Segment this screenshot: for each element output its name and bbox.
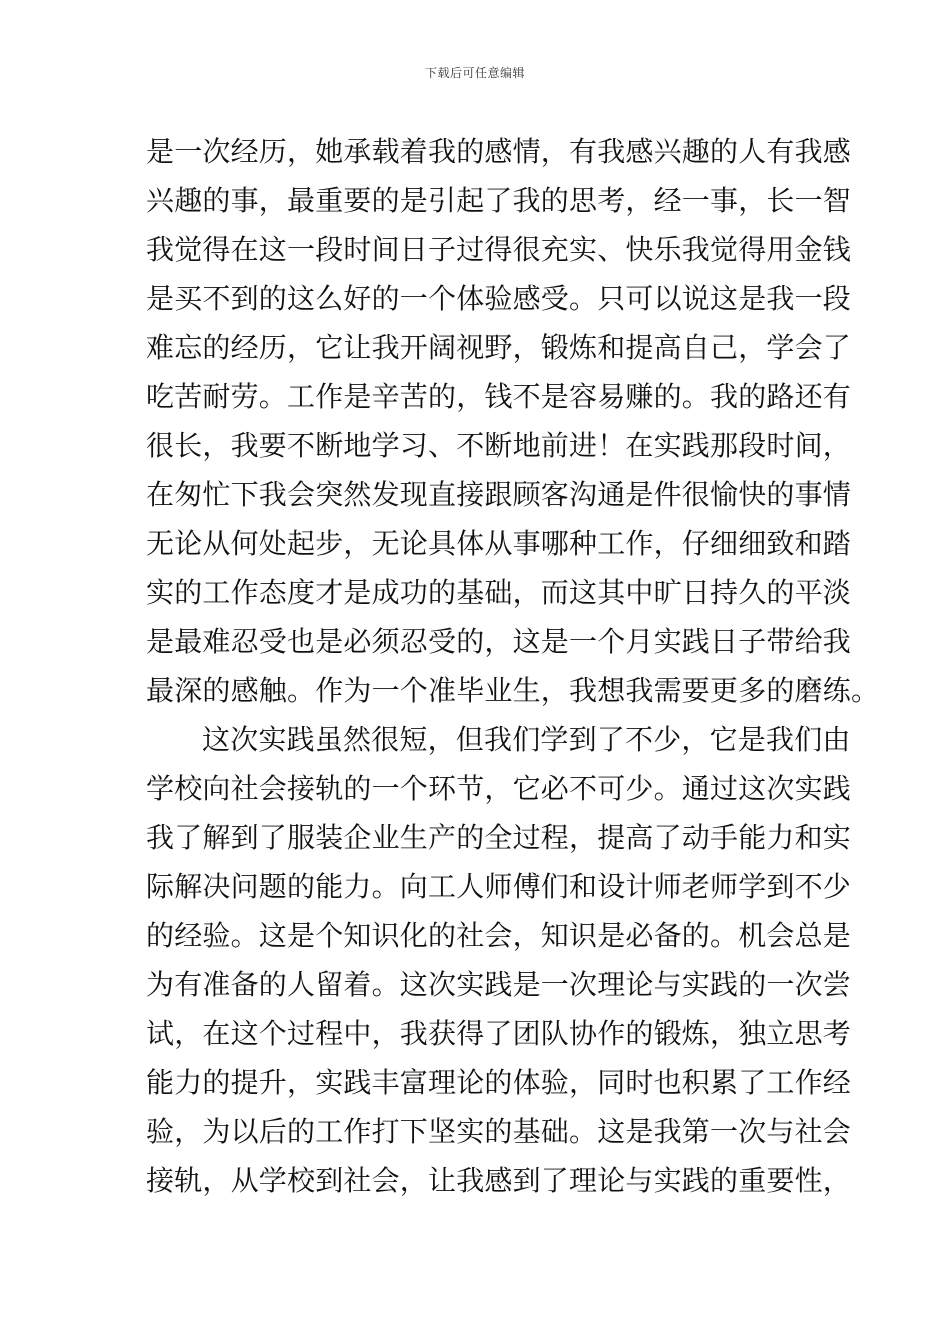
text-line: 是最难忍受也是必须忍受的，这是一个月实践日子带给我 xyxy=(146,625,852,658)
text-line: 试，在这个过程中，我获得了团队协作的锻炼，独立思考 xyxy=(146,1017,852,1050)
text-line: 为有准备的人留着。这次实践是一次理论与实践的一次尝 xyxy=(146,968,852,1001)
text-line: 验，为以后的工作打下坚实的基础。这是我第一次与社会 xyxy=(146,1115,852,1148)
text-line: 能力的提升，实践丰富理论的体验，同时也积累了工作经 xyxy=(146,1066,852,1099)
text-line: 无论从何处起步，无论具体从事哪种工作，仔细细致和踏 xyxy=(146,527,852,560)
text-line: 难忘的经历，它让我开阔视野，锻炼和提高自己，学会了 xyxy=(146,331,852,364)
text-line: 是一次经历，她承载着我的感情，有我感兴趣的人有我感 xyxy=(146,135,852,168)
text-line: 实的工作态度才是成功的基础，而这其中旷日持久的平淡 xyxy=(146,576,852,609)
text-line: 际解决问题的能力。向工人师傅们和设计师老师学到不少 xyxy=(146,870,852,903)
paragraph-1 xyxy=(146,127,880,715)
text-line: 的经验。这是个知识化的社会，知识是必备的。机会总是 xyxy=(146,919,852,952)
text-line: 我了解到了服装企业生产的全过程，提高了动手能力和实 xyxy=(146,821,852,854)
text-line: 兴趣的事，最重要的是引起了我的思考，经一事，长一智 xyxy=(146,184,852,217)
header-note: 下载后可任意编辑 xyxy=(424,66,525,80)
text-line: 吃苦耐劳。工作是辛苦的，钱不是容易赚的。我的路还有 xyxy=(146,380,852,413)
text-line: 很长，我要不断地学习、不断地前进！在实践那段时间， xyxy=(146,429,852,462)
text-line: 是买不到的这么好的一个体验感受。只可以说这是我一段 xyxy=(146,282,852,315)
text-line: 接轨，从学校到社会，让我感到了理论与实践的重要性， xyxy=(146,1164,852,1197)
body-text xyxy=(146,127,880,1205)
paragraph-2 xyxy=(146,715,852,1205)
text-line: 我觉得在这一段时间日子过得很充实、快乐我觉得用金钱 xyxy=(146,233,852,266)
text-line: 学校向社会接轨的一个环节，它必不可少。通过这次实践 xyxy=(146,772,852,805)
text-line: 这次实践虽然很短，但我们学到了不少，它是我们由 xyxy=(202,723,851,756)
text-line: 最深的感触。作为一个准毕业生，我想我需要更多的磨练。 xyxy=(146,674,880,707)
text-line: 在匆忙下我会突然发现直接跟顾客沟通是件很愉快的事情 xyxy=(146,478,852,511)
